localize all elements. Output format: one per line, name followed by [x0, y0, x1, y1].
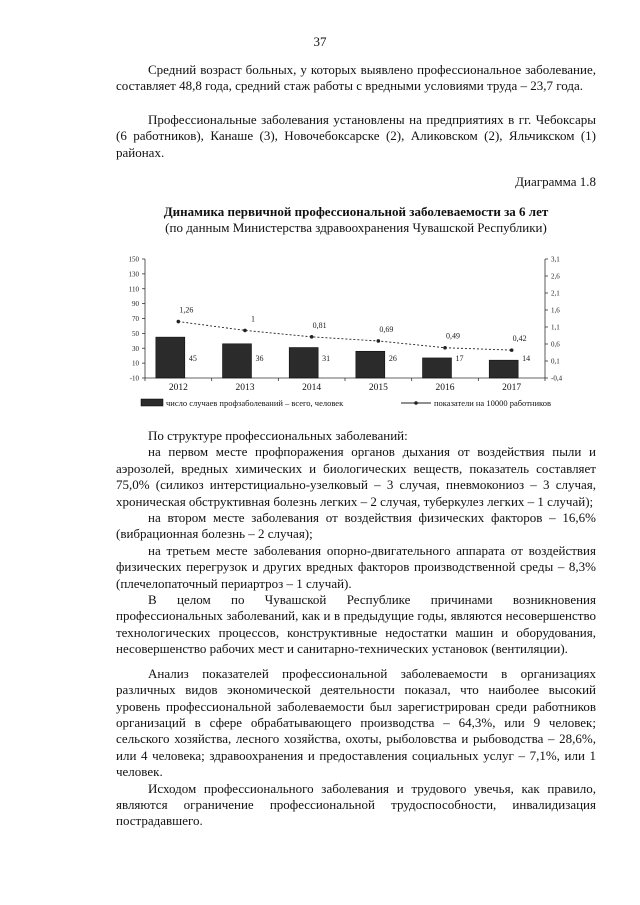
rate-point: [243, 329, 247, 333]
right-tick-label: 3,1: [551, 255, 560, 264]
right-tick-label: 0,6: [551, 340, 560, 349]
rate-point: [510, 348, 514, 352]
rate-value-label: 0,49: [446, 331, 460, 341]
right-tick-label: 2,1: [551, 289, 560, 298]
left-tick-label: -10: [129, 374, 139, 383]
outcome-paragraph: Исходом профессионального заболевания и трудового увечья, как правило, являются ограничение профессиональной трудоспособности, инвалидизация пострадавшего.: [116, 780, 596, 829]
rate-point: [377, 339, 381, 343]
intro-paragraph-locations: Профессиональные заболевания установлены на предприятиях в гг. Чебоксары (6 работников), Канаше (3), Новочебоксарске (2), Аликовском (2), Яльчикском (1) районах.: [116, 112, 596, 160]
right-tick-label: 1,1: [551, 323, 560, 332]
right-tick-label: 0,1: [551, 357, 560, 366]
rate-series-line: [178, 322, 511, 351]
x-category-label: 2014: [302, 383, 322, 393]
data-bar: [423, 358, 452, 378]
x-category-label: 2016: [435, 383, 455, 393]
left-tick-label: 30: [132, 344, 139, 353]
legend-line-marker: [414, 401, 418, 405]
left-tick-label: 150: [128, 255, 139, 264]
left-tick-label: 50: [132, 329, 139, 338]
right-tick-label: -0,4: [551, 374, 563, 383]
bar-value-label: 31: [322, 354, 331, 363]
legend-line-label: показатели на 10000 работников: [434, 398, 551, 408]
x-category-label: 2017: [502, 383, 522, 393]
chart-title: Динамика первичной профессиональной заболеваемости за 6 лет: [163, 204, 549, 219]
chart-subtitle: (по данным Министерства здравоохранения Чувашской Республики): [165, 220, 547, 235]
x-category-label: 2012: [168, 383, 188, 393]
intro-paragraph-age: Средний возраст больных, у которых выявлено профессиональное заболевание, составляет 48,8 года, средний стаж работы с вредными условиями труда – 23,7 года.: [116, 62, 596, 94]
data-bar: [289, 348, 318, 378]
left-tick-label: 70: [132, 315, 139, 323]
data-bar: [356, 351, 385, 378]
bar-value-label: 26: [388, 354, 397, 363]
rate-value-label: 0,81: [312, 320, 327, 330]
right-tick-label: 1,6: [551, 306, 560, 315]
body-text: [116, 428, 596, 830]
left-tick-label: 90: [132, 300, 139, 309]
bar-value-label: 36: [255, 354, 264, 363]
structure-heading: По структуре профессиональных заболеваний:: [148, 428, 408, 443]
data-bar: [489, 360, 518, 378]
left-tick-label: 10: [132, 359, 139, 368]
second-place-paragraph: на втором месте заболевания от воздействия физических факторов – 16,6% (вибрационная болезнь – 2 случая);: [116, 510, 596, 542]
left-tick-label: 110: [128, 285, 139, 294]
rate-value-label: 1: [251, 314, 255, 324]
rate-value-label: 0,42: [512, 334, 527, 344]
bar-value-label: 17: [455, 354, 464, 363]
chart-heading: [116, 204, 596, 236]
third-place-paragraph: на третьем месте заболевания опорно-двигательного аппарата от воздействия физических перегрузок и других вредных факторов производственной среды – 8,3% (плечелопаточный периартроз – 1 случай).: [116, 542, 596, 591]
x-category-label: 2013: [235, 383, 255, 393]
rate-value-label: 0,69: [379, 324, 394, 334]
figure-label: Диаграмма 1.8: [515, 174, 596, 189]
rate-value-label: 1,26: [179, 305, 194, 315]
data-bar: [156, 337, 185, 378]
data-bar: [223, 344, 252, 378]
legend-bar-label: число случаев профзаболеваний – всего, человек: [166, 398, 344, 408]
x-category-label: 2015: [368, 383, 388, 393]
rate-point: [310, 335, 314, 339]
page-number: 37: [313, 34, 327, 49]
rate-point: [177, 320, 181, 324]
causes-paragraph: В целом по Чувашской Республике причинами возникновения профессиональных заболеваний, как и в предыдущие годы, являются несовершенство технологических процессов, конструктивные недостатки машин и оборудования, несовершенство рабочих мест и санитарно-технических установок (вентиляции).: [116, 592, 596, 657]
left-tick-label: 130: [128, 270, 139, 279]
analysis-paragraph: Анализ показателей профессиональной заболеваемости в организациях различных видов экономической деятельности показал, что наиболее высокий уровень профессиональной заболеваемости был зарегистрирован среди работников организаций в сфере обрабатывающего производства – 64,3%, или 9 человек; сельского хозяйства, лесного хозяйства, охоты, рыболовства и рыбоводства – 28,6%, или 4 человека; здравоохранения и предоставления социальных услуг – 7,1%, или 1 человек.: [116, 665, 596, 780]
rate-point: [443, 346, 447, 350]
first-place-paragraph: на первом месте профпоражения органов дыхания от воздействия пыли и аэрозолей, вредных химических и биологических веществ, показатель составляет 75,0% (силикоз интерстициально-узелковый – 3 случая, пневмокониоз – 3 случая, хроническая обструктивная болезнь легких – 2 случая, туберкулез легких – 1 случай);: [116, 444, 596, 509]
legend-bar-swatch: [141, 399, 163, 406]
bar-value-label: 45: [188, 354, 197, 363]
bar-value-label: 14: [522, 354, 531, 363]
right-tick-label: 2,6: [551, 272, 560, 281]
